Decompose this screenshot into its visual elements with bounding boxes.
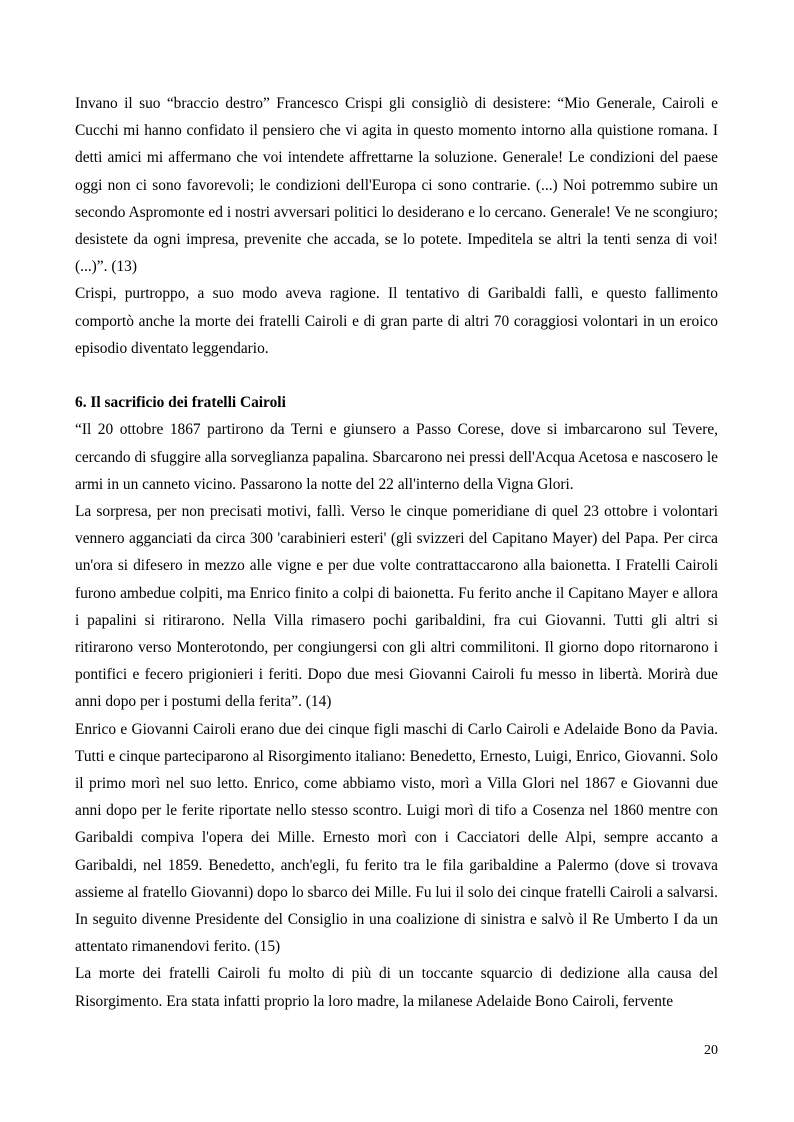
section-heading: 6. Il sacrificio dei fratelli Cairoli xyxy=(75,394,286,412)
paragraph-cairoli-brothers: Enrico e Giovanni Cairoli erano due dei cinque figli maschi di Carlo Cairoli e Adelaide Bono da Pavia. Tutti e cinque parteciparono al Risorgimento italiano: Benedetto, Ernesto, Luigi, Enrico, Giovanni. Solo il primo morì nel suo letto. Enrico, come abbiamo visto, morì a Villa Glori nel 1867 e Giovanni due anni dopo per le ferite riportate nello stesso scontro. Luigi morì di tifo a Cosenza nel 1860 mentre con Garibaldi compiva l'opera dei Mille. Ernesto morì con i Cacciatori delle Alpi, sempre accanto a Garibaldi, nel 1859. Benedetto, anch'egli, fu ferito tra le fila garibaldine a Palermo (dove si trovava assieme al fratello Giovanni) dopo lo sbarco dei Mille. Fu lui il solo dei cinque fratelli Cairoli a salvarsi. In seguito divenne Presidente del Consiglio in una coalizione di sinistra e salvò il Re Umberto I da un attentato rimanendovi ferito. (15) xyxy=(75,720,718,956)
paragraph-spacer xyxy=(75,362,718,389)
paragraph-crispi-ragione: Crispi, purtroppo, a suo modo aveva ragione. Il tentativo di Garibaldi fallì, e questo fallimento comportò anche la morte dei fratelli Cairoli e di gran parte di altri 70 coraggiosi volontari in un eroico episodio diventato leggendario. xyxy=(75,285,718,357)
paragraph-cairoli-mother: La morte dei fratelli Cairoli fu molto di più di un toccante squarcio di dedizione alla causa del Risorgimento. Era stata infatti proprio la loro madre, la milanese Adelaide Bono Cairoli, fervente xyxy=(75,965,718,1010)
paragraph-crispi-quote: Invano il suo “braccio destro” Francesco Crispi gli consigliò di desistere: “Mio Generale, Cairoli e Cucchi mi hanno confidato il pensiero che vi agita in questo momento intorno alla quistione romana. I detti amici mi affermano che voi intendete affrettarne la soluzione. Generale! Le condizioni del paese oggi non ci sono favorevoli; le condizioni dell'Europa ci sono contrarie. (...) Noi potremmo subire un secondo Aspromonte ed i nostri avversari politici lo desiderano e lo cercano. Generale! Ve ne scongiuro; desistete da ogni impresa, prevenite che accada, se lo potete. Impeditela se altri la tenti senza di voi! (...)”. (13) xyxy=(75,95,718,276)
paragraph-villa-glori-arrival: “Il 20 ottobre 1867 partirono da Terni e giunsero a Passo Corese, dove si imbarcarono sul Tevere, cercando di sfuggire alla sorveglianza papalina. Sbarcarono nei pressi dell'Acqua Acetosa e nascosero le armi in un canneto vicino. Passarono la notte del 22 all'interno della Vigna Glori. xyxy=(75,421,718,493)
page-number: 20 xyxy=(704,1043,718,1058)
paragraph-villa-glori-battle: La sorpresa, per non precisati motivi, fallì. Verso le cinque pomeridiane di quel 23 ottobre i volontari vennero agganciati da circa 300 'carabinieri esteri' (gli svizzeri del Capitano Mayer) del Papa. Per circa un'ora si difesero in mezzo alle vigne e per due volte contrattaccarono alla baionetta. I Fratelli Cairoli furono ambedue colpiti, ma Enrico finito a colpi di baionetta. Fu ferito anche il Capitano Mayer e allora i papalini si ritirarono. Nella Villa rimasero pochi garibaldini, fra cui Giovanni. Tutti gli altri si ritirarono verso Monterotondo, per congiungersi con gli altri commilitoni. Il giorno dopo ritornarono i pontifici e fecero prigionieri i feriti. Dopo due mesi Giovanni Cairoli fu messo in libertà. Morirà due anni dopo per i postumi della ferita”. (14) xyxy=(75,503,718,711)
page-body xyxy=(75,90,718,1015)
